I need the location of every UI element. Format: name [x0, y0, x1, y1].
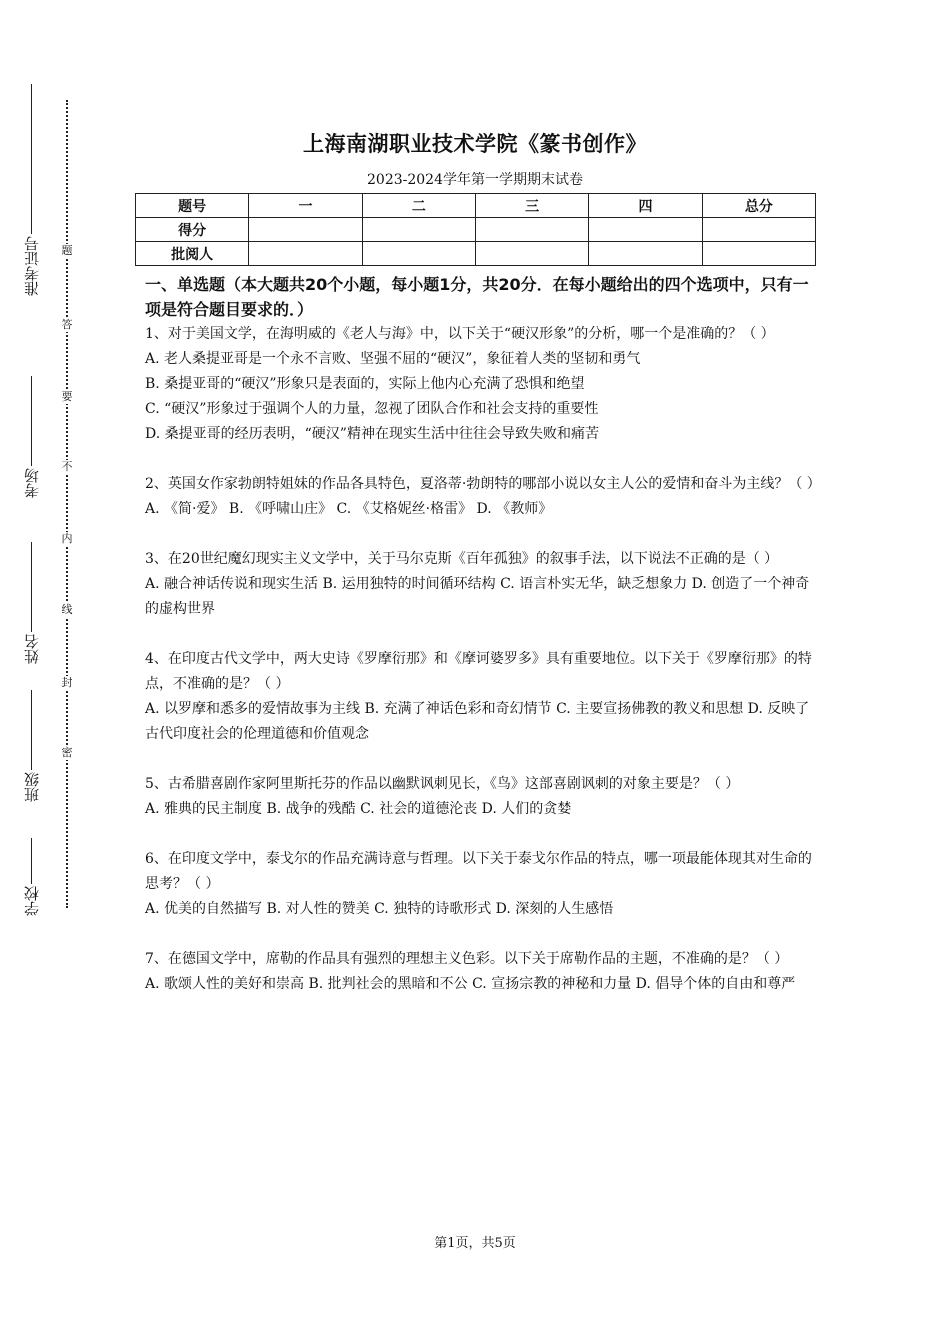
seal-char: 内 [59, 532, 75, 546]
label-school [22, 838, 42, 916]
score-cell[interactable] [475, 218, 588, 242]
header-cell: 一 [249, 194, 362, 218]
fill-line[interactable] [32, 690, 33, 770]
seal-char: 题 [59, 244, 75, 258]
reviewer-cell[interactable] [589, 242, 702, 266]
seal-char: 封 [59, 676, 75, 690]
label-text: 学校 [23, 886, 41, 916]
seal-char: 答 [59, 318, 75, 332]
question-7 [145, 947, 817, 997]
score-cell[interactable] [702, 218, 815, 242]
header-cell: 三 [475, 194, 588, 218]
question-3 [145, 547, 817, 622]
seal-char: 要 [59, 390, 75, 404]
seal-char: 线 [59, 603, 75, 617]
header-cell: 二 [362, 194, 475, 218]
exam-title: 上海南湖职业技术学院《篆书创作》 [303, 132, 647, 156]
question-option[interactable]: B. 桑提亚哥的“硬汉”形象只是表面的，实际上他内心充满了恐惧和绝望 [145, 376, 585, 392]
question-options[interactable]: A. 歌颂人性的美好和崇高 B. 批判社会的黑暗和不公 C. 宣扬宗教的神秘和力量 D. 倡导个体的自由和尊严 [145, 976, 796, 992]
question-option[interactable]: A. 老人桑提亚哥是一个永不言败、坚强不屈的“硬汉”，象征着人类的坚韧和勇气 [145, 351, 641, 367]
score-row [136, 218, 816, 242]
question-4 [145, 647, 817, 747]
reviewer-cell[interactable] [249, 242, 362, 266]
reviewer-row [136, 242, 816, 266]
score-table-header-row [136, 194, 816, 218]
score-table [135, 193, 816, 266]
question-stem: 6、在印度文学中，泰戈尔的作品充满诗意与哲理。以下关于泰戈尔作品的特点，哪一项最能体现其对生命的思考？（ ） [145, 851, 812, 892]
question-2 [145, 472, 821, 522]
fill-line[interactable] [32, 376, 33, 466]
header-cell: 总分 [702, 194, 815, 218]
question-stem: 1、对于美国文学，在海明威的《老人与海》中，以下关于“硬汉形象”的分析，哪一个是准确的？（ ） [145, 326, 775, 342]
label-text: 准考证号 [23, 236, 41, 296]
question-6 [145, 847, 817, 922]
question-stem: 3、在20世纪魔幻现实主义文学中，关于马尔克斯《百年孤独》的叙事手法，以下说法不正确的是（ ） [145, 551, 779, 567]
question-list [145, 322, 821, 1022]
score-cell[interactable] [589, 218, 702, 242]
section-heading: 一、单选题（本大题共20个小题，每小题1分，共20分．在每小题给出的四个选项中，只有一项是符合题目要求的．） [145, 275, 809, 319]
label-text: 姓名 [23, 634, 41, 664]
label-class [22, 690, 42, 802]
seal-dotted-line [66, 100, 68, 908]
score-cell[interactable] [249, 218, 362, 242]
question-1 [145, 322, 817, 447]
row-label: 批阅人 [136, 242, 249, 266]
reviewer-cell[interactable] [362, 242, 475, 266]
reviewer-cell[interactable] [475, 242, 588, 266]
seal-char: 密 [59, 746, 75, 760]
label-text: 考场 [23, 468, 41, 498]
exam-subtitle: 2023-2024学年第一学期期末试卷 [367, 172, 583, 188]
question-stem: 5、古希腊喜剧作家阿里斯托芬的作品以幽默讽刺见长，《鸟》这部喜剧讽刺的对象主要是？（ ） [145, 776, 740, 792]
page-number: 第1页，共5页 [434, 1236, 516, 1251]
score-cell[interactable] [362, 218, 475, 242]
reviewer-cell[interactable] [702, 242, 815, 266]
header-cell: 四 [589, 194, 702, 218]
label-name [22, 542, 42, 664]
question-stem: 7、在德国文学中，席勒的作品具有强烈的理想主义色彩。以下关于席勒作品的主题，不准确的是？（ ） [145, 951, 789, 967]
question-options[interactable]: A. 融合神话传说和现实生活 B. 运用独特的时间循环结构 C. 语言朴实无华，缺乏想象力 D. 创造了一个神奇的虚构世界 [145, 576, 810, 617]
question-option[interactable]: C. “硬汉”形象过于强调个人的力量，忽视了团队合作和社会支持的重要性 [145, 401, 599, 417]
label-exam-number [22, 84, 42, 296]
question-options[interactable]: A. 雅典的民主制度 B. 战争的残酷 C. 社会的道德沦丧 D. 人们的贪婪 [145, 801, 572, 817]
fill-line[interactable] [32, 542, 33, 632]
seal-char: 不 [59, 460, 75, 474]
header-cell: 题号 [136, 194, 249, 218]
row-label: 得分 [136, 218, 249, 242]
question-stem: 2、英国女作家勃朗特姐妹的作品各具特色，夏洛蒂·勃朗特的哪部小说以女主人公的爱情和奋斗为主线？（ ） [145, 476, 821, 492]
fill-line[interactable] [32, 838, 33, 884]
question-options[interactable]: A. 《简·爱》 B. 《呼啸山庄》 C. 《艾格妮丝·格雷》 D. 《教师》 [145, 501, 553, 517]
question-option[interactable]: D. 桑提亚哥的经历表明，“硬汉”精神在现实生活中往往会导致失败和痛苦 [145, 426, 599, 442]
label-exam-room [22, 376, 42, 498]
question-options[interactable]: A. 优美的自然描写 B. 对人性的赞美 C. 独特的诗歌形式 D. 深刻的人生感悟 [145, 901, 614, 917]
question-options[interactable]: A. 以罗摩和悉多的爱情故事为主线 B. 充满了神话色彩和奇幻情节 C. 主要宣扬佛教的教义和思想 D. 反映了古代印度社会的伦理道德和价值观念 [145, 701, 810, 742]
question-5 [145, 772, 817, 822]
question-stem: 4、在印度古代文学中，两大史诗《罗摩衍那》和《摩诃婆罗多》具有重要地位。以下关于《罗摩衍那》的特点，不准确的是？（ ） [145, 651, 812, 692]
fill-line[interactable] [32, 84, 33, 234]
binding-margin [0, 0, 110, 1344]
label-text: 班级 [23, 772, 41, 802]
